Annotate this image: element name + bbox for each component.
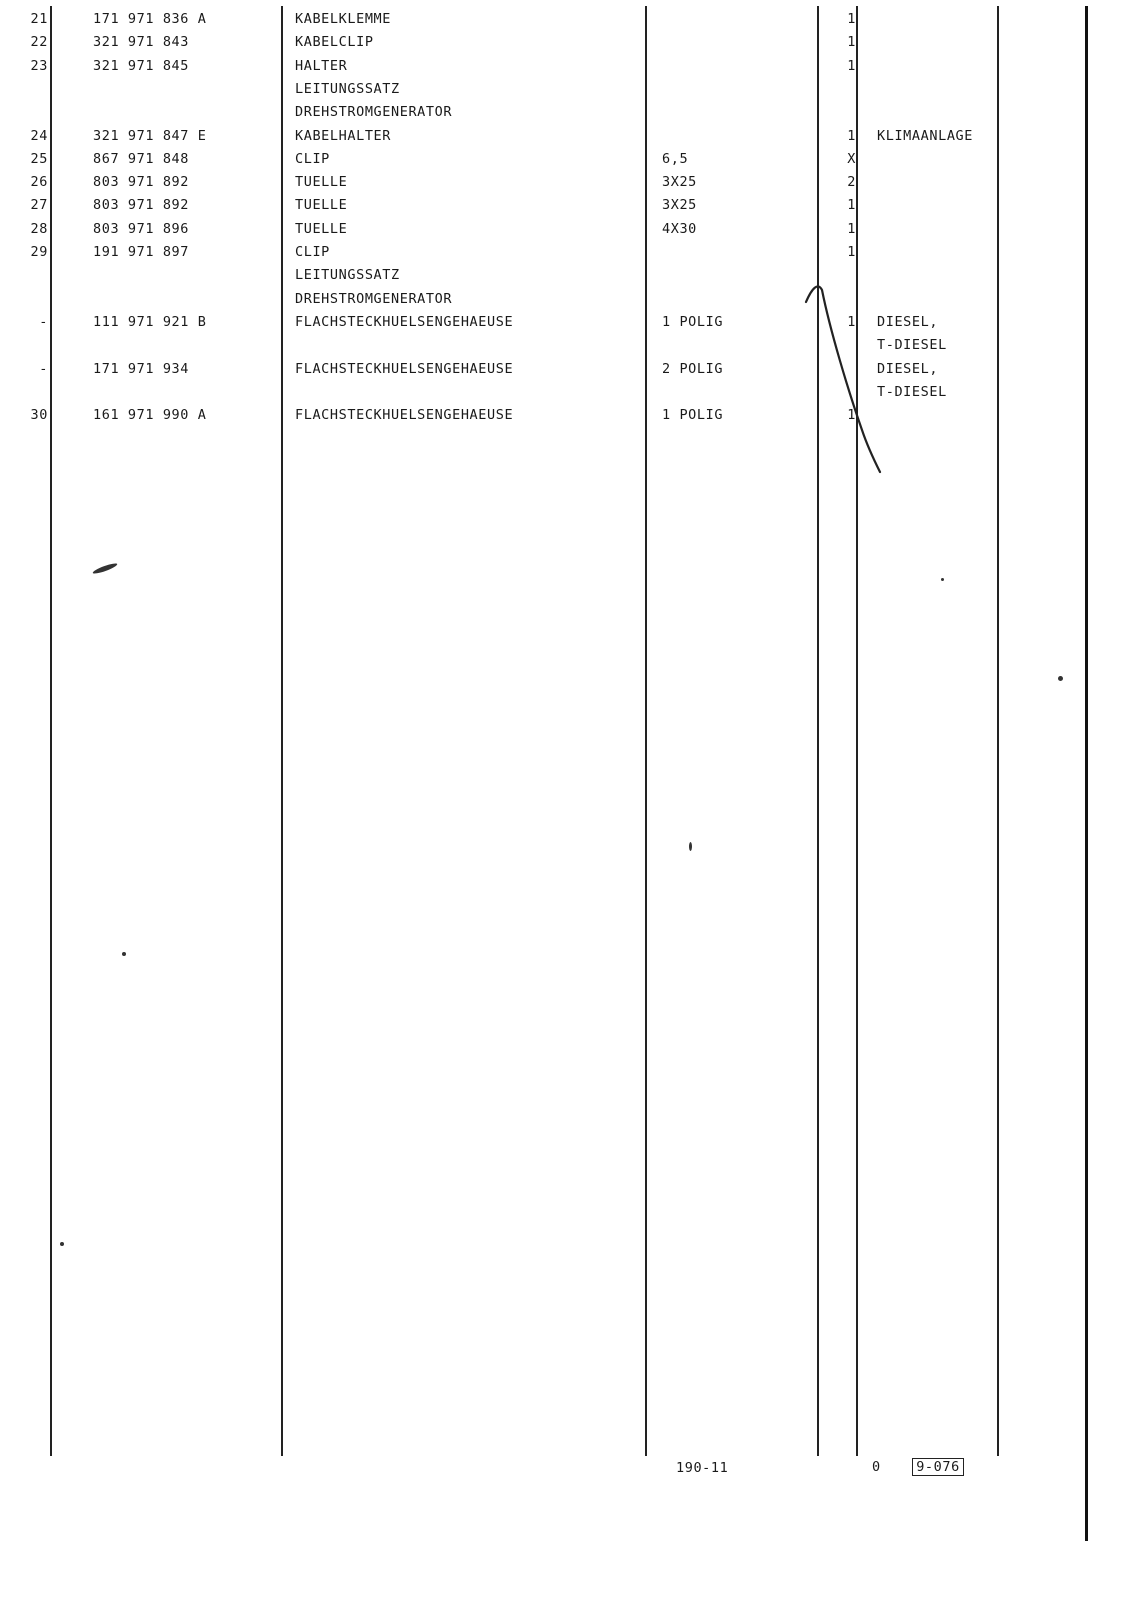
row-position: 29 bbox=[30, 244, 48, 260]
row-part-number: 321 971 845 bbox=[93, 57, 190, 74]
row-position: - bbox=[39, 360, 48, 377]
row-description: TUELLE bbox=[295, 220, 348, 237]
row-quantity: 2 bbox=[847, 174, 856, 191]
row-description: FLACHSTECKHUELSENGEHAEUSE bbox=[295, 360, 514, 377]
row-quantity: 1 bbox=[847, 34, 856, 51]
sheet-code-boxed: 9-076 bbox=[912, 1458, 964, 1476]
row-specification: 3X25 bbox=[662, 174, 697, 191]
scan-speck bbox=[60, 1242, 64, 1246]
row-quantity: 1 bbox=[847, 220, 856, 237]
row-part-number: 111 971 921 B bbox=[93, 313, 207, 330]
row-quantity: 1 bbox=[847, 11, 856, 27]
row-description: FLACHSTECKHUELSENGEHAEUSE bbox=[295, 313, 514, 330]
row-quantity: 1 bbox=[847, 127, 856, 144]
row-description: FLACHSTECKHUELSENGEHAEUSE bbox=[295, 407, 514, 424]
row-position: 30 bbox=[30, 407, 48, 424]
sheet-code bbox=[872, 1458, 964, 1476]
row-part-number: 803 971 892 bbox=[93, 197, 190, 214]
page-reference: 190-11 bbox=[676, 1460, 729, 1476]
row-position: - bbox=[39, 313, 48, 330]
row-description: KABELCLIP bbox=[295, 34, 374, 51]
row-remark: T-DIESEL bbox=[877, 383, 947, 400]
row-remark: KLIMAANLAGE bbox=[877, 127, 974, 144]
row-position: 27 bbox=[30, 197, 48, 214]
row-description: KABELKLEMME bbox=[295, 11, 392, 27]
row-specification: 3X25 bbox=[662, 197, 697, 214]
scan-speck bbox=[689, 842, 692, 851]
row-part-number: 171 971 836 A bbox=[93, 11, 207, 27]
row-remark: DIESEL, bbox=[877, 313, 939, 330]
row-position: 25 bbox=[30, 150, 48, 167]
row-remark: T-DIESEL bbox=[877, 337, 947, 354]
scan-speck bbox=[1058, 676, 1063, 681]
scan-speck bbox=[941, 578, 944, 581]
row-description: DREHSTROMGENERATOR bbox=[295, 290, 453, 307]
row-part-number: 161 971 990 A bbox=[93, 407, 207, 424]
row-part-number: 867 971 848 bbox=[93, 150, 190, 167]
row-part-number: 191 971 897 bbox=[93, 244, 190, 260]
row-part-number: 321 971 847 E bbox=[93, 127, 207, 144]
row-description: KABELHALTER bbox=[295, 127, 392, 144]
row-position: 21 bbox=[30, 11, 48, 27]
row-remark: DIESEL, bbox=[877, 360, 939, 377]
row-position: 23 bbox=[30, 57, 48, 74]
row-description: HALTER bbox=[295, 57, 348, 74]
row-description: TUELLE bbox=[295, 174, 348, 191]
row-position: 28 bbox=[30, 220, 48, 237]
row-part-number: 171 971 934 bbox=[93, 360, 190, 377]
row-quantity: 1 bbox=[847, 197, 856, 214]
row-quantity: 1 bbox=[847, 313, 856, 330]
sheet-code-prefix: 0 bbox=[872, 1459, 881, 1475]
row-specification: 4X30 bbox=[662, 220, 697, 237]
row-position: 26 bbox=[30, 174, 48, 191]
scan-speck bbox=[122, 952, 126, 956]
row-position: 24 bbox=[30, 127, 48, 144]
row-part-number: 803 971 892 bbox=[93, 174, 190, 191]
row-description: TUELLE bbox=[295, 197, 348, 214]
row-quantity: 1 bbox=[847, 244, 856, 260]
row-specification: 2 POLIG bbox=[662, 360, 724, 377]
row-description: LEITUNGSSATZ bbox=[295, 80, 400, 97]
row-specification: 1 POLIG bbox=[662, 407, 724, 424]
row-quantity: 1 bbox=[847, 57, 856, 74]
row-specification: 1 POLIG bbox=[662, 313, 724, 330]
row-description: CLIP bbox=[295, 150, 330, 167]
row-description: CLIP bbox=[295, 244, 330, 260]
row-part-number: 321 971 843 bbox=[93, 34, 190, 51]
row-description: LEITUNGSSATZ bbox=[295, 267, 400, 284]
row-specification: 6,5 bbox=[662, 150, 689, 167]
row-quantity: X bbox=[847, 150, 856, 167]
row-position: 22 bbox=[30, 34, 48, 51]
row-quantity: 1 bbox=[847, 407, 856, 424]
row-part-number: 803 971 896 bbox=[93, 220, 190, 237]
row-description: DREHSTROMGENERATOR bbox=[295, 104, 453, 121]
